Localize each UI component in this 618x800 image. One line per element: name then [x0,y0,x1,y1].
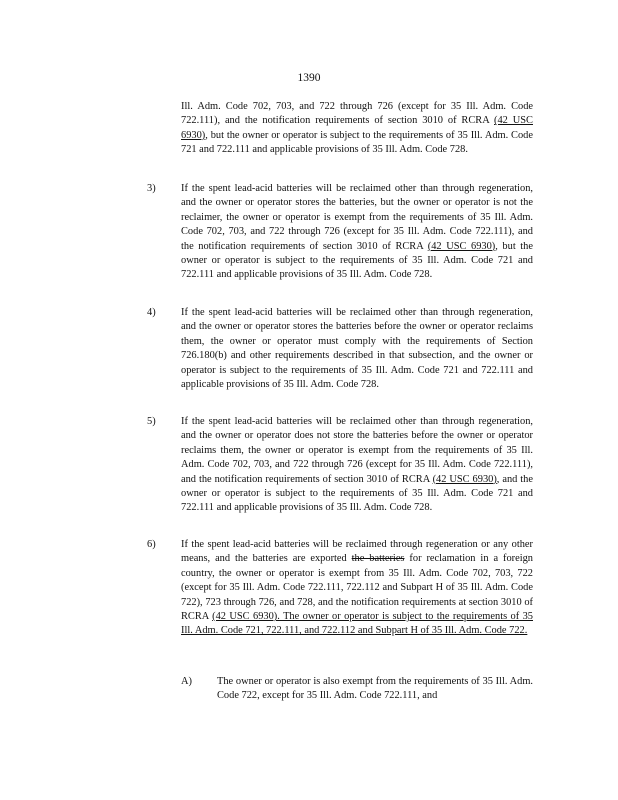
subitem-number-a: A) [181,676,192,687]
intro-citation: (42 USC 6930) [181,115,533,141]
page-number: 1390 [297,72,321,84]
intro-paragraph [181,100,533,158]
item-6-paragraph [181,538,533,639]
item-number-6: 6) [147,539,156,550]
item-5-citation: (42 USC 6930) [432,473,497,485]
intro-text-2: , but the owner or operator is subject to the requirements of 35 Ill. Adm. Code 721 and 722.111 and applicable provisions of 35 Ill. Adm. Code 728. [181,129,533,156]
item-5-paragraph [181,415,533,516]
item-6-deleted-text: the batteries [351,553,405,565]
item-5-text-1: If the spent lead-acid batteries will be reclaimed other than through regeneration, and the owner or operator does not store the batteries before the owner or operator reclaims them, the owner or operator is exempt from the requirements of 35 Ill. Adm. Code 702, 703, and 722 through 726 (except for 35 Ill. Adm. Code 722.111), and the notification requirements of section 3010 of RCRA [181,416,533,485]
item-3-text-2: , but the owner or operator is subject to the requirements of 35 Ill. Adm. Code 721 and 722.111 and applicable provisions of 35 Ill. Adm. Code 728. [181,240,533,281]
item-6-text-1: If the spent lead-acid batteries will be reclaimed through regeneration or any other means, and the batteries are exported [181,539,533,565]
item-number-4: 4) [147,307,156,318]
item-3-text-1: If the spent lead-acid batteries will be reclaimed other than through regeneration, and the owner or operator stores the batteries, but the owner or operator is not the reclaimer, the owner or operator is exempt from the requirements of 35 Ill. Adm. Code 702, 703, and 722 through 726 (except for 35 Ill. Adm. Code 722.111), and the notification requirements of section 3010 of RCRA [181,183,533,252]
intro-text-1: Ill. Adm. Code 702, 703, and 722 through 726 (except for 35 Ill. Adm. Code 722.111), and the notification requirements of section 3010 of RCRA [181,101,533,127]
subitem-a-paragraph: The owner or operator is also exempt from the requirements of 35 Ill. Adm. Code 722, except for 35 Ill. Adm. Code 722.111, and [217,676,533,702]
item-number-5: 5) [147,416,156,427]
item-3-citation: (42 USC 6930) [427,240,496,252]
item-4-paragraph: If the spent lead-acid batteries will be reclaimed other than through regeneration, and the owner or operator stores the batteries before the owner or operator reclaims them, the owner or operator must comply with the requirements of Section 726.180(b) and other requirements described in that subsection, and the owner or operator is subject to the requirements of 35 Ill. Adm. Code 721 and 722.111 and applicable provisions of 35 Ill. Adm. Code 728. [181,307,533,391]
item-6-inserted-text: (42 USC 6930). The owner or operator is subject to the requirements of 35 Ill. Adm. Code 721, 722.111, and 722.112 and Subpart H of 35 Ill. Adm. Code 722. [181,611,533,637]
item-3-paragraph [181,182,533,283]
item-number-3: 3) [147,183,156,194]
item-6-text-2: for reclamation in a foreign country, the owner or operator is exempt from 35 Ill. Adm. Code 702, 703, 722 (except for 35 Ill. Adm. Code 722.111, 722.112 and Subpart H of 35 Ill. Adm. Code 722), 723 through 726, and 728, and the notification requirements at section 3010 of RCRA [181,553,533,623]
item-5-text-2: , and the owner or operator is subject to the requirements of 35 Ill. Adm. Code 721 and 722.111 and applicable provisions of 35 Ill. Adm. Code 728. [181,473,533,514]
